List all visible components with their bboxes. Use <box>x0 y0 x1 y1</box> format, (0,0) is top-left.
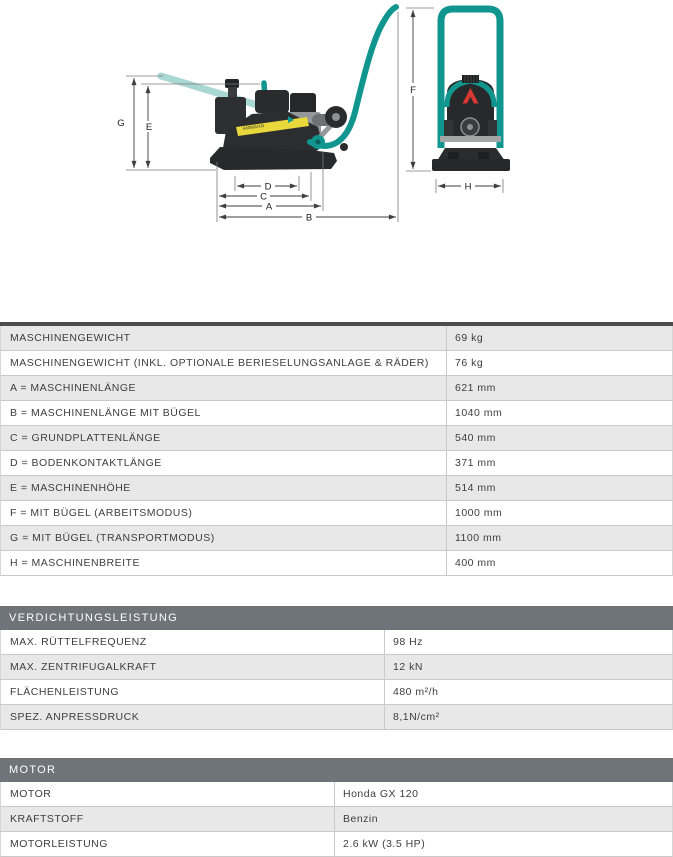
spec-label: B = MASCHINENLÄNGE MIT BÜGEL <box>10 407 201 419</box>
spec-label: C = GRUNDPLATTENLÄNGE <box>10 432 161 444</box>
table-row <box>0 655 673 680</box>
table-row <box>0 551 673 576</box>
spec-value: Benzin <box>334 807 672 831</box>
table-row <box>0 807 673 832</box>
table-row <box>0 476 673 501</box>
table-row <box>0 451 673 476</box>
dimensions-table <box>0 322 673 576</box>
spec-value: 69 kg <box>446 326 672 350</box>
spec-value: 2.6 kW (3.5 HP) <box>334 832 672 856</box>
spec-label: A = MASCHINENLÄNGE <box>10 382 136 394</box>
table-row <box>0 782 673 807</box>
dim-label-d: D <box>264 181 272 193</box>
spec-value: 480 m²/h <box>384 680 672 704</box>
section-header: MOTOR <box>0 758 673 782</box>
dim-label-a: A <box>265 201 273 213</box>
table-row <box>0 351 673 376</box>
table-row <box>0 401 673 426</box>
spec-value: 371 mm <box>446 451 672 475</box>
spec-label: MAX. ZENTRIFUGALKRAFT <box>10 661 157 673</box>
spec-value: 8,1N/cm² <box>384 705 672 729</box>
spec-value: 540 mm <box>446 426 672 450</box>
table-row <box>0 376 673 401</box>
spec-label: KRAFTSTOFF <box>10 813 84 825</box>
spec-label: SPEZ. ANPRESSDRUCK <box>10 711 140 723</box>
performance-table <box>0 606 673 730</box>
spec-label: MASCHINENGEWICHT <box>10 332 131 344</box>
brand-decal-text: AMMANN <box>242 123 265 131</box>
dim-label-c: C <box>260 191 267 203</box>
table-row <box>0 832 673 857</box>
spec-value: 1100 mm <box>446 526 672 550</box>
dim-label-g: G <box>117 118 125 129</box>
section-header: VERDICHTUNGSLEISTUNG <box>0 606 673 630</box>
table-row <box>0 426 673 451</box>
spec-value: 12 kN <box>384 655 672 679</box>
dim-label-e: E <box>145 122 153 133</box>
spec-value: 1000 mm <box>446 501 672 525</box>
table-row <box>0 501 673 526</box>
spec-value: 400 mm <box>446 551 672 575</box>
spec-value: 621 mm <box>446 376 672 400</box>
spec-label: E = MASCHINENHÖHE <box>10 482 131 494</box>
spec-label: MOTOR <box>10 788 52 800</box>
spec-value: 76 kg <box>446 351 672 375</box>
spec-label: H = MASCHINENBREITE <box>10 557 140 569</box>
table-row <box>0 705 673 730</box>
spec-label: D = BODENKONTAKTLÄNGE <box>10 457 162 469</box>
table-row <box>0 326 673 351</box>
table-row <box>0 526 673 551</box>
table-row <box>0 680 673 705</box>
spec-value: 514 mm <box>446 476 672 500</box>
dim-label-h: H <box>464 181 472 193</box>
spec-label: MOTORLEISTUNG <box>10 838 108 850</box>
spec-value: Honda GX 120 <box>334 782 672 806</box>
dim-label-b: B <box>305 212 313 224</box>
spec-label: MASCHINENGEWICHT (INKL. OPTIONALE BERIESELUNGSANLAGE & RÄDER) <box>10 357 429 369</box>
dim-label-f: F <box>410 85 416 96</box>
spec-label: G = MIT BÜGEL (TRANSPORTMODUS) <box>10 532 215 544</box>
table-row <box>0 630 673 655</box>
spec-label: FLÄCHENLEISTUNG <box>10 686 120 698</box>
motor-table <box>0 758 673 857</box>
spec-value: 1040 mm <box>446 401 672 425</box>
spec-value: 98 Hz <box>384 630 672 654</box>
spec-label: MAX. RÜTTELFREQUENZ <box>10 636 147 648</box>
spec-label: F = MIT BÜGEL (ARBEITSMODUS) <box>10 507 193 519</box>
